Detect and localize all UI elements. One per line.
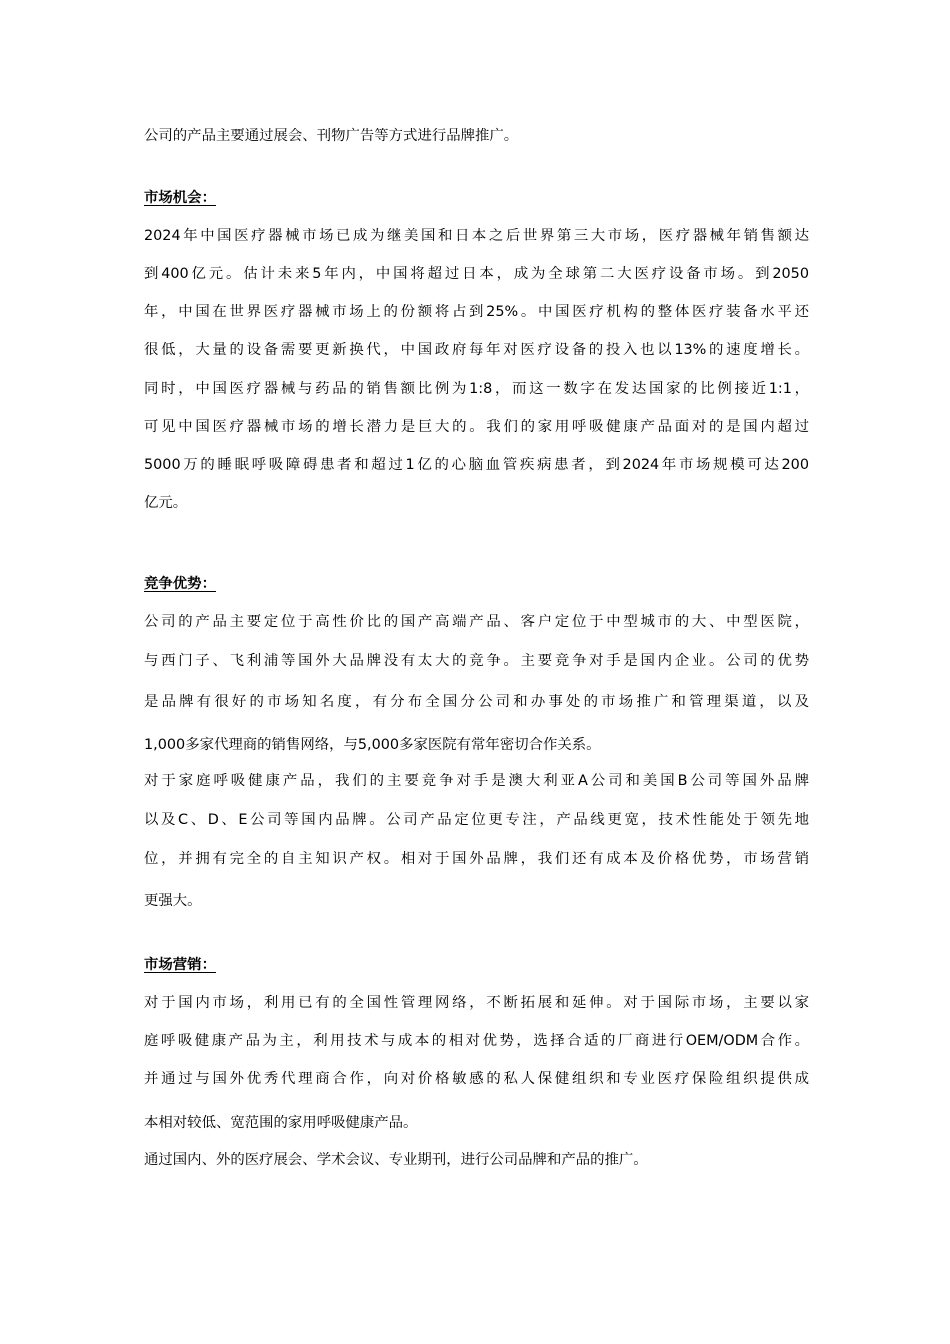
paragraph-line: 亿元。 [144, 495, 188, 511]
paragraph-line: 对于国内市场，利用已有的全国性管理网络，不断拓展和延伸。对于国际市场，主要以家 [144, 995, 809, 1011]
paragraph-line: 通过国内、外的医疗展会、学术会议、专业期刊，进行公司品牌和产品的推广。 [144, 1152, 648, 1168]
section-heading-marketing: 市场营销： [144, 957, 216, 973]
paragraph-line: 位，并拥有完全的自主知识产权。相对于国外品牌，我们还有成本及价格优势，市场营销 [144, 851, 809, 867]
paragraph-line: 与西门子、飞利浦等国外大品牌没有太大的竞争。主要竞争对手是国内企业。公司的优势 [144, 653, 809, 669]
paragraph-line: 对于家庭呼吸健康产品，我们的主要竞争对手是澳大利亚A公司和美国B公司等国外品牌 [144, 773, 809, 789]
paragraph-line: 公司的产品主要定位于高性价比的国产高端产品、客户定位于中型城市的大、中型医院， [144, 614, 809, 630]
paragraph-line: 到400亿元。估计未来5年内，中国将超过日本，成为全球第二大医疗设备市场。到2050 [144, 266, 809, 282]
paragraph-line: 2024年中国医疗器械市场已成为继美国和日本之后世界第三大市场，医疗器械年销售额达 [144, 228, 809, 244]
paragraph-line: 5000万的睡眠呼吸障碍患者和超过1亿的心脑血管疾病患者，到2024年市场规模可达200 [144, 457, 809, 473]
paragraph-line: 1,000多家代理商的销售网络，与5,000多家医院有常年密切合作关系。 [144, 737, 601, 753]
paragraph-line: 是品牌有很好的市场知名度，有分布全国分公司和办事处的市场推广和管理渠道，以及 [144, 694, 809, 710]
paragraph-line: 庭呼吸健康产品为主，利用技术与成本的相对优势，选择合适的厂商进行OEM/ODM合作。 [144, 1033, 809, 1049]
paragraph-line: 年，中国在世界医疗器械市场上的份额将占到25%。中国医疗机构的整体医疗装备水平还 [144, 304, 809, 320]
section-heading-market-opportunity: 市场机会： [144, 190, 216, 206]
paragraph-line: 并通过与国外优秀代理商合作，向对价格敏感的私人保健组织和专业医疗保险组织提供成 [144, 1071, 809, 1087]
paragraph-line: 本相对较低、宽范围的家用呼吸健康产品。 [144, 1115, 418, 1131]
section-heading-competitive-advantage: 竞争优势： [144, 576, 216, 592]
paragraph-line: 很低，大量的设备需要更新换代，中国政府每年对医疗设备的投入也以13%的速度增长。 [144, 342, 809, 358]
paragraph-line: 以及C、D、E公司等国内品牌。公司产品定位更专注，产品线更宽，技术性能处于领先地 [144, 812, 809, 828]
paragraph-line: 可见中国医疗器械市场的增长潜力是巨大的。我们的家用呼吸健康产品面对的是国内超过 [144, 419, 809, 435]
intro-paragraph: 公司的产品主要通过展会、刊物广告等方式进行品牌推广。 [144, 128, 519, 144]
paragraph-line: 同时，中国医疗器械与药品的销售额比例为1:8，而这一数字在发达国家的比例接近1:1， [144, 381, 809, 397]
paragraph-line: 更强大。 [144, 893, 202, 909]
